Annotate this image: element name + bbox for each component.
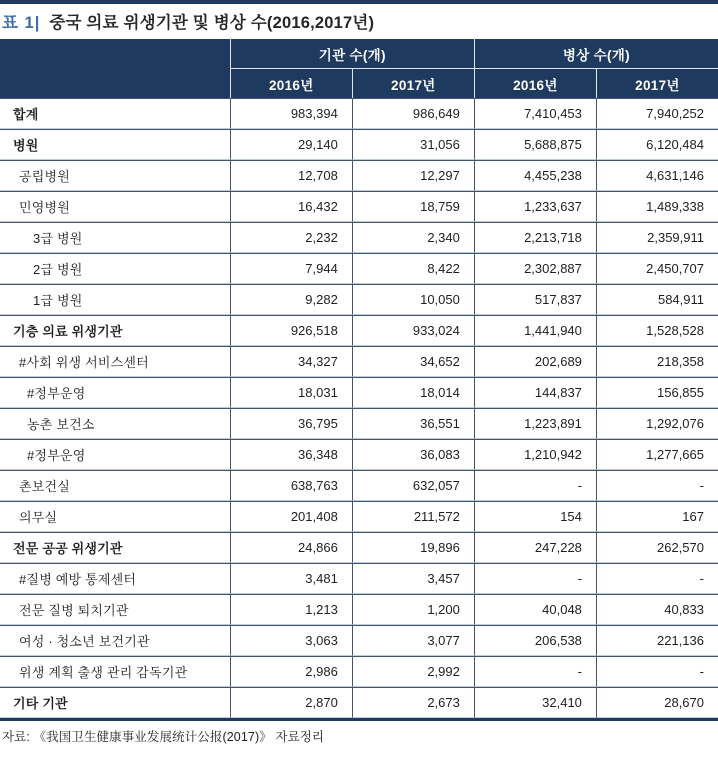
table-row [0, 470, 718, 501]
cell-value: 2,302,887 [474, 253, 596, 284]
row-label: #질병 예방 통제센터 [0, 563, 230, 594]
row-label: #사회 위생 서비스센터 [0, 346, 230, 377]
cell-value: 36,551 [352, 408, 474, 439]
cell-value: 1,292,076 [596, 408, 718, 439]
year-header-institutions-2016: 2016년 [230, 68, 352, 98]
page-title: 중국 의료 위생기관 및 병상 수(2016,2017년) [49, 14, 375, 32]
table-row [0, 284, 718, 315]
cell-value: 206,538 [474, 625, 596, 656]
table-row [0, 253, 718, 284]
row-label: 3급 병원 [0, 222, 230, 253]
header-group-row [0, 39, 718, 68]
cell-value: 40,048 [474, 594, 596, 625]
table-header [0, 39, 718, 98]
cell-value: 638,763 [230, 470, 352, 501]
cell-value: 18,014 [352, 377, 474, 408]
cell-value: 202,689 [474, 346, 596, 377]
cell-value: 32,410 [474, 687, 596, 718]
row-label: #정부운영 [0, 377, 230, 408]
table-row [0, 315, 718, 346]
cell-value: 6,120,484 [596, 129, 718, 160]
row-label: 2급 병원 [0, 253, 230, 284]
cell-value: 218,358 [596, 346, 718, 377]
table-caption [0, 4, 718, 39]
cell-value: 9,282 [230, 284, 352, 315]
cell-value: 31,056 [352, 129, 474, 160]
table-row [0, 222, 718, 253]
cell-value: 29,140 [230, 129, 352, 160]
row-label: 전문 질병 퇴치기관 [0, 594, 230, 625]
table-row [0, 656, 718, 687]
corner-header-cell [0, 39, 230, 98]
cell-value: 933,024 [352, 315, 474, 346]
cell-value: 19,896 [352, 532, 474, 563]
row-label: 위생 계획 출생 관리 감독기관 [0, 656, 230, 687]
table-row [0, 408, 718, 439]
row-label: 공립병원 [0, 160, 230, 191]
cell-value: 167 [596, 501, 718, 532]
cell-value: 5,688,875 [474, 129, 596, 160]
table-row [0, 563, 718, 594]
cell-value: 1,489,338 [596, 191, 718, 222]
cell-value: 986,649 [352, 98, 474, 129]
cell-value: 2,340 [352, 222, 474, 253]
table-row [0, 625, 718, 656]
cell-value: - [474, 563, 596, 594]
cell-value: - [596, 563, 718, 594]
cell-value: 2,870 [230, 687, 352, 718]
table-row [0, 129, 718, 160]
cell-value: 2,450,707 [596, 253, 718, 284]
row-label: 기타 기관 [0, 687, 230, 718]
cell-value: 247,228 [474, 532, 596, 563]
cell-value: 18,031 [230, 377, 352, 408]
cell-value: 7,410,453 [474, 98, 596, 129]
cell-value: 262,570 [596, 532, 718, 563]
row-label: 병원 [0, 129, 230, 160]
column-group-beds: 병상 수(개) [474, 39, 718, 68]
row-label: 합계 [0, 98, 230, 129]
cell-value: 2,986 [230, 656, 352, 687]
cell-value: 632,057 [352, 470, 474, 501]
table-number: 표 1| [2, 14, 41, 32]
cell-value: 2,359,911 [596, 222, 718, 253]
cell-value: 144,837 [474, 377, 596, 408]
cell-value: 10,050 [352, 284, 474, 315]
table-row [0, 160, 718, 191]
cell-value: 1,200 [352, 594, 474, 625]
cell-value: 1,528,528 [596, 315, 718, 346]
stats-table [0, 39, 718, 721]
row-label: 여성 · 청소년 보건기관 [0, 625, 230, 656]
table-row [0, 501, 718, 532]
cell-value: 1,213 [230, 594, 352, 625]
cell-value: 221,136 [596, 625, 718, 656]
cell-value: 4,455,238 [474, 160, 596, 191]
cell-value: 1,233,637 [474, 191, 596, 222]
row-label: 기층 의료 위생기관 [0, 315, 230, 346]
cell-value: 3,481 [230, 563, 352, 594]
cell-value: - [596, 656, 718, 687]
cell-value: 156,855 [596, 377, 718, 408]
source-note: 자료: 《我国卫生健康事业发展统计公报(2017)》 자료정리 [2, 730, 325, 744]
table-row [0, 98, 718, 129]
cell-value: 584,911 [596, 284, 718, 315]
table-row [0, 439, 718, 470]
table-row [0, 191, 718, 222]
cell-value: 211,572 [352, 501, 474, 532]
table-body [0, 98, 718, 718]
cell-value: 36,795 [230, 408, 352, 439]
cell-value: 18,759 [352, 191, 474, 222]
cell-value: 34,327 [230, 346, 352, 377]
year-header-beds-2016: 2016년 [474, 68, 596, 98]
cell-value: 2,992 [352, 656, 474, 687]
cell-value: 36,083 [352, 439, 474, 470]
cell-value: 4,631,146 [596, 160, 718, 191]
cell-value: 8,422 [352, 253, 474, 284]
table-row [0, 346, 718, 377]
cell-value: - [596, 470, 718, 501]
table-row [0, 377, 718, 408]
cell-value: 983,394 [230, 98, 352, 129]
cell-value: 34,652 [352, 346, 474, 377]
year-header-institutions-2017: 2017년 [352, 68, 474, 98]
cell-value: 1,277,665 [596, 439, 718, 470]
cell-value: 1,223,891 [474, 408, 596, 439]
row-label: #정부운영 [0, 439, 230, 470]
table-row [0, 594, 718, 625]
cell-value: 154 [474, 501, 596, 532]
cell-value: 517,837 [474, 284, 596, 315]
cell-value: 926,518 [230, 315, 352, 346]
cell-value: 1,210,942 [474, 439, 596, 470]
cell-value: - [474, 470, 596, 501]
cell-value: 2,232 [230, 222, 352, 253]
row-label: 촌보건실 [0, 470, 230, 501]
row-label: 의무실 [0, 501, 230, 532]
table-row [0, 687, 718, 718]
cell-value: 2,213,718 [474, 222, 596, 253]
cell-value: 3,063 [230, 625, 352, 656]
row-label: 민영병원 [0, 191, 230, 222]
cell-value: 3,457 [352, 563, 474, 594]
cell-value: 7,940,252 [596, 98, 718, 129]
year-header-beds-2017: 2017년 [596, 68, 718, 98]
cell-value: 16,432 [230, 191, 352, 222]
cell-value: - [474, 656, 596, 687]
cell-value: 28,670 [596, 687, 718, 718]
cell-value: 1,441,940 [474, 315, 596, 346]
cell-value: 36,348 [230, 439, 352, 470]
table-row [0, 532, 718, 563]
cell-value: 12,297 [352, 160, 474, 191]
cell-value: 2,673 [352, 687, 474, 718]
cell-value: 3,077 [352, 625, 474, 656]
cell-value: 201,408 [230, 501, 352, 532]
cell-value: 12,708 [230, 160, 352, 191]
column-group-institutions: 기관 수(개) [230, 39, 474, 68]
cell-value: 24,866 [230, 532, 352, 563]
row-label: 전문 공공 위생기관 [0, 532, 230, 563]
row-label: 1급 병원 [0, 284, 230, 315]
row-label: 농촌 보건소 [0, 408, 230, 439]
cell-value: 40,833 [596, 594, 718, 625]
cell-value: 7,944 [230, 253, 352, 284]
